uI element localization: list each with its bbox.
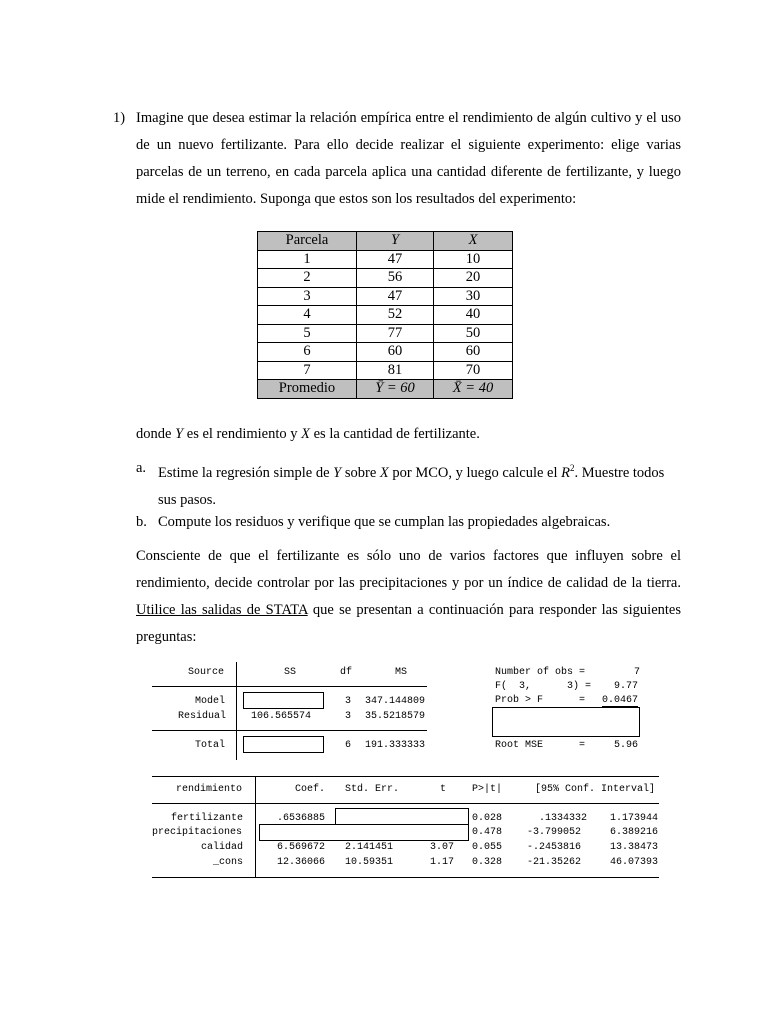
underlined-text: Utilice las salidas de STATA xyxy=(136,602,308,618)
text: sus pasos. xyxy=(158,491,217,508)
f-value: 9.77 xyxy=(614,681,639,692)
answer-box-total-ss xyxy=(243,736,324,753)
text: Y xyxy=(175,426,184,442)
coef-header-name: rendimiento xyxy=(176,784,243,795)
item-a-label: a. xyxy=(136,460,147,476)
row-coef: .6536885 xyxy=(277,813,326,824)
row-ci-lo: -3.799052 xyxy=(527,827,582,838)
text: es la cantidad de fertilizante. xyxy=(309,426,480,442)
row-name: calidad xyxy=(201,842,244,853)
text: X xyxy=(379,464,389,481)
cell: 30 xyxy=(434,287,513,306)
cell: 4 xyxy=(258,306,357,325)
cell: 5 xyxy=(258,324,357,343)
anova-header-source: Source xyxy=(188,667,225,678)
cell: 50 xyxy=(434,324,513,343)
divider xyxy=(152,803,659,804)
divider xyxy=(152,686,236,687)
text: R xyxy=(561,464,570,481)
row-ci-hi: 46.07393 xyxy=(610,857,659,868)
f-label: F( 3, 3) = xyxy=(495,681,592,692)
divider xyxy=(255,776,256,878)
prob-label: Prob > F = xyxy=(495,695,586,706)
residual-ms: 35.5218579 xyxy=(365,711,426,722)
table-row xyxy=(258,250,513,269)
cell: 60 xyxy=(357,343,434,362)
cell: 10 xyxy=(434,250,513,269)
residual-ss: 106.565574 xyxy=(251,711,312,722)
text: Y xyxy=(333,464,342,481)
cell: 7 xyxy=(258,361,357,380)
divider xyxy=(237,730,427,731)
table-row xyxy=(258,343,513,362)
coef-header-p: P>|t| xyxy=(472,784,503,795)
row-ci-lo: .1334332 xyxy=(539,813,588,824)
row-ci-hi: 6.389216 xyxy=(610,827,659,838)
cell: 70 xyxy=(434,361,513,380)
row-p: 0.055 xyxy=(472,842,503,853)
row-ci-lo: -21.35262 xyxy=(527,857,582,868)
cell: 40 xyxy=(434,306,513,325)
text: Consciente de que el fertilizante es sólo uno de varios factores que influyen sobre el rendimiento, decide controlar por las precipitaciones y por un índice de calidad de la tierra. xyxy=(136,548,681,591)
row-name: fertilizante xyxy=(171,813,244,824)
model-ms: 347.144809 xyxy=(365,696,426,707)
row-p: 0.328 xyxy=(472,857,503,868)
cell: 3 xyxy=(258,287,357,306)
cell: 2 xyxy=(258,269,357,288)
question-number: 1) xyxy=(113,110,126,126)
answer-box-precip xyxy=(259,824,469,841)
prob-value: 0.0467 xyxy=(602,695,639,706)
table-row xyxy=(258,324,513,343)
cell: 47 xyxy=(357,287,434,306)
row-t: 3.07 xyxy=(430,842,455,853)
table-header-row xyxy=(258,232,513,251)
row-se: 2.141451 xyxy=(345,842,394,853)
nobs-value: 7 xyxy=(634,667,641,678)
question-text: Imagine que desea estimar la relación empírica entre el rendimiento de algún cultivo y el uso de un nuevo fertilizante. Para ello decide realizar el siguiente experimento: elige varias parcelas de un terreno, en cada parcela aplica una cantidad diferente de fertilizante, y luego mide el rendimiento. Suponga que estos son los resultados del experimento: xyxy=(136,110,681,207)
coef-header-t: t xyxy=(440,784,447,795)
anova-header-df: df xyxy=(340,667,353,678)
table-row xyxy=(258,287,513,306)
text: . Muestre todos xyxy=(574,464,665,481)
text: Estime la regresión simple de xyxy=(158,464,334,481)
table-average-row xyxy=(258,380,513,399)
table-row xyxy=(258,269,513,288)
total-df: 6 xyxy=(345,740,352,751)
item-b-text: Compute los residuos y verifique que se cumplan las propiedades algebraicas. xyxy=(158,514,611,530)
row-ci-lo: -.2453816 xyxy=(527,842,582,853)
row-ci-hi: 13.38473 xyxy=(610,842,659,853)
divider xyxy=(237,686,427,687)
text: donde xyxy=(136,426,176,442)
variable-definition xyxy=(136,421,480,448)
header-parcela: Parcela xyxy=(258,232,357,251)
cell: 47 xyxy=(357,250,434,269)
answer-box-r-squared xyxy=(492,707,640,737)
answer-box-model-ss xyxy=(243,692,324,709)
coef-header-ci: [95% Conf. Interval] xyxy=(535,784,656,795)
row-ci-hi: 1.173944 xyxy=(610,813,659,824)
table-row xyxy=(258,306,513,325)
paragraph-2 xyxy=(136,543,681,651)
item-a-text xyxy=(158,455,683,514)
coef-header-se: Std. Err. xyxy=(345,784,400,795)
model-label: Model xyxy=(195,696,226,707)
header-x: X xyxy=(434,232,513,251)
row-p: 0.028 xyxy=(472,813,503,824)
cell: 56 xyxy=(357,269,434,288)
anova-header-ss: SS xyxy=(284,667,297,678)
cell: 1 xyxy=(258,250,357,269)
cell: 77 xyxy=(357,324,434,343)
text: sobre xyxy=(341,464,380,481)
rmse-label: Root MSE = xyxy=(495,740,586,751)
anova-header-ms: MS xyxy=(395,667,408,678)
row-name: _cons xyxy=(213,857,244,868)
item-b-label: b. xyxy=(136,514,147,530)
row-p: 0.478 xyxy=(472,827,503,838)
cell: 81 xyxy=(357,361,434,380)
text: es el rendimiento y xyxy=(183,426,302,442)
divider xyxy=(152,877,659,878)
total-label: Total xyxy=(195,740,226,751)
row-name: precipitaciones xyxy=(152,827,243,838)
header-y: Y xyxy=(357,232,434,251)
cell: 6 xyxy=(258,343,357,362)
text: por MCO, y luego calcule el xyxy=(388,464,562,481)
cell: 60 xyxy=(434,343,513,362)
divider xyxy=(152,730,236,731)
data-table xyxy=(257,231,513,399)
row-t: 1.17 xyxy=(430,857,455,868)
row-coef: 6.569672 xyxy=(277,842,326,853)
text: X xyxy=(301,426,310,442)
model-df: 3 xyxy=(345,696,352,707)
avg-x: X̄ = 40 xyxy=(434,380,513,399)
coef-header-coef: Coef. xyxy=(295,784,326,795)
residual-df: 3 xyxy=(345,711,352,722)
cell: 20 xyxy=(434,269,513,288)
row-se: 10.59351 xyxy=(345,857,394,868)
superscript: 2 xyxy=(569,463,575,473)
avg-y: Ȳ = 60 xyxy=(357,380,434,399)
text: que se presentan a continuación para responder las siguientes preguntas: xyxy=(136,602,681,645)
divider xyxy=(152,776,659,777)
residual-label: Residual xyxy=(178,711,227,722)
divider xyxy=(236,662,237,760)
avg-label: Promedio xyxy=(258,380,357,399)
nobs-label: Number of obs = xyxy=(495,667,586,678)
table-row xyxy=(258,361,513,380)
row-coef: 12.36066 xyxy=(277,857,326,868)
total-ms: 191.333333 xyxy=(365,740,426,751)
cell: 52 xyxy=(357,306,434,325)
rmse-value: 5.96 xyxy=(614,740,639,751)
